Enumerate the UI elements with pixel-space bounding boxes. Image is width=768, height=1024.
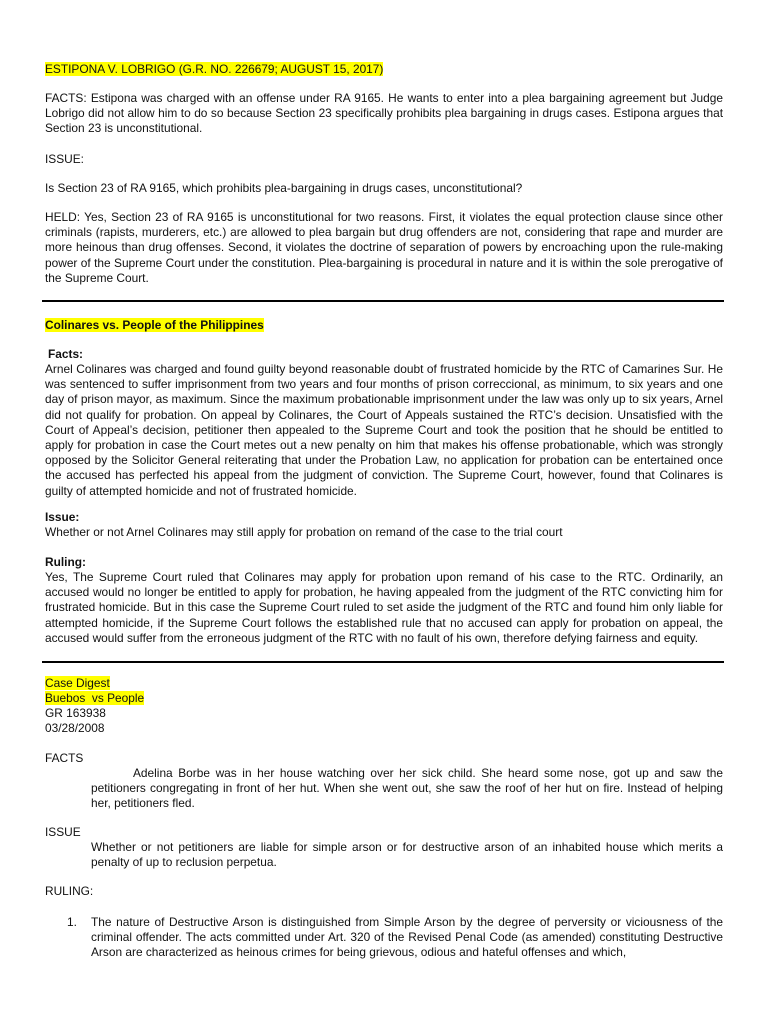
section-divider	[42, 300, 724, 302]
case2-ruling-label: Ruling:	[45, 555, 86, 569]
case3-header2-line	[45, 691, 723, 706]
case2-facts-label-line	[48, 347, 726, 362]
case3-facts-label: FACTS	[45, 751, 84, 765]
case2-issue: Whether or not Arnel Colinares may still apply for probation on remand of the case to the trial court	[45, 525, 563, 539]
case2-ruling-label-line	[45, 555, 723, 570]
case3-header1-line	[45, 676, 723, 691]
case3-ruling-label: RULING:	[45, 884, 94, 898]
case2-issue-label: Issue:	[45, 510, 80, 524]
case2-title: Colinares vs. People of the Philippines	[45, 318, 264, 332]
list-item-number: 1.	[67, 915, 77, 929]
case1-title: ESTIPONA V. LOBRIGO (G.R. NO. 226679; AUGUST 15, 2017)	[45, 62, 384, 76]
case1-title-line	[45, 62, 723, 77]
case2-title-line	[45, 318, 723, 333]
case3-header2: Buebos vs People	[45, 691, 145, 705]
case3-header1: Case Digest	[45, 676, 110, 690]
case3-gr: GR 163938	[45, 706, 106, 720]
case1-issue: Is Section 23 of RA 9165, which prohibits plea-bargaining in drugs cases, unconstitutional?	[45, 181, 523, 195]
case1-issue-label: ISSUE:	[45, 152, 84, 166]
case2-facts-label: Facts:	[48, 347, 84, 361]
case1-facts: FACTS: Estipona was charged with an offense under RA 9165. He wants to enter into a plea bargaining agreement but Judge Lobrigo did not allow him to do so because Section 23 specifically prohibits plea bargaining in drugs cases. Estipona argues that Section 23 is unconstitutional.	[45, 91, 723, 136]
case2-facts: Arnel Colinares was charged and found guilty beyond reasonable doubt of frustrated homicide by the RTC of Camarines Sur. He was sentenced to suffer imprisonment from two years and four months of prison correccional, as minimum, to six years and one day of prison mayor, as maximum. Since the maximum probationable imprisonment under the law was only up to six years, Arnel did not qualify for probation. On appeal by Colinares, the Court of Appeals sustained the RTC’s decision. Unsatisfied with the Court of Appeal’s decision, petitioner then appealed to the Supreme Court and took the position that he should be entitled to apply for probation in case the Court metes out a new penalty on him that makes his offense probationable, which was strongly opposed by the Solicitor General reiterating that under the Probation Law, no application for probation can be entertained once the accused has perfected his appeal from the judgment of conviction. The Supreme Court, however, found that Colinares is guilty of attempted homicide and not of frustrated homicide.	[45, 362, 723, 498]
case2-issue-label-line	[45, 510, 723, 525]
list-item: The nature of Destructive Arson is distinguished from Simple Arson by the degree of perversity or viciousness of the criminal offender. The acts committed under Art. 320 of the Revised Penal Code (as amended) constituting Destructive Arson are characterized as heinous crimes for being grievous, odious and hateful offenses and which,	[91, 915, 723, 960]
case2-ruling: Yes, The Supreme Court ruled that Colinares may apply for probation upon remand of his case to the RTC. Ordinarily, an accused would no longer be entitled to apply for probation, he having appealed from the judgment of the RTC convicting him for frustrated homicide. But in this case the Supreme Court ruled to set aside the judgment of the RTC and found him only liable for attempted homicide, if the Supreme Court follows the established rule that no accused can apply for probation on appeal, the accused would suffer from the erroneous judgment of the RTC with no fault of his own, therefore defying fairness and equity.	[45, 570, 723, 645]
section-divider	[42, 661, 724, 663]
case3-issue: Whether or not petitioners are liable for simple arson or for destructive arson of an inhabited house which merits a penalty of up to reclusion perpetua.	[91, 840, 723, 870]
case3-issue-label: ISSUE	[45, 825, 81, 839]
case3-date: 03/28/2008	[45, 721, 105, 735]
case1-held: HELD: Yes, Section 23 of RA 9165 is unconstitutional for two reasons. First, it violates the equal protection clause since other criminals (rapists, murderers, etc.) are allowed to plea bargain but drug offenders are not, considering that rape and murder are more heinous than drug offenses. Second, it violates the doctrine of separation of powers by encroaching upon the rule-making power of the Supreme Court under the constitution. Plea-bargaining is procedural in nature and it is within the sole prerogative of the Supreme Court.	[45, 210, 723, 285]
case3-facts: Adelina Borbe was in her house watching over her sick child. She heard some nose, got up and saw the petitioners congregating in front of her hut. When she went out, she saw the roof of her hut on fire. Instead of helping her, petitioners fled.	[91, 766, 723, 811]
